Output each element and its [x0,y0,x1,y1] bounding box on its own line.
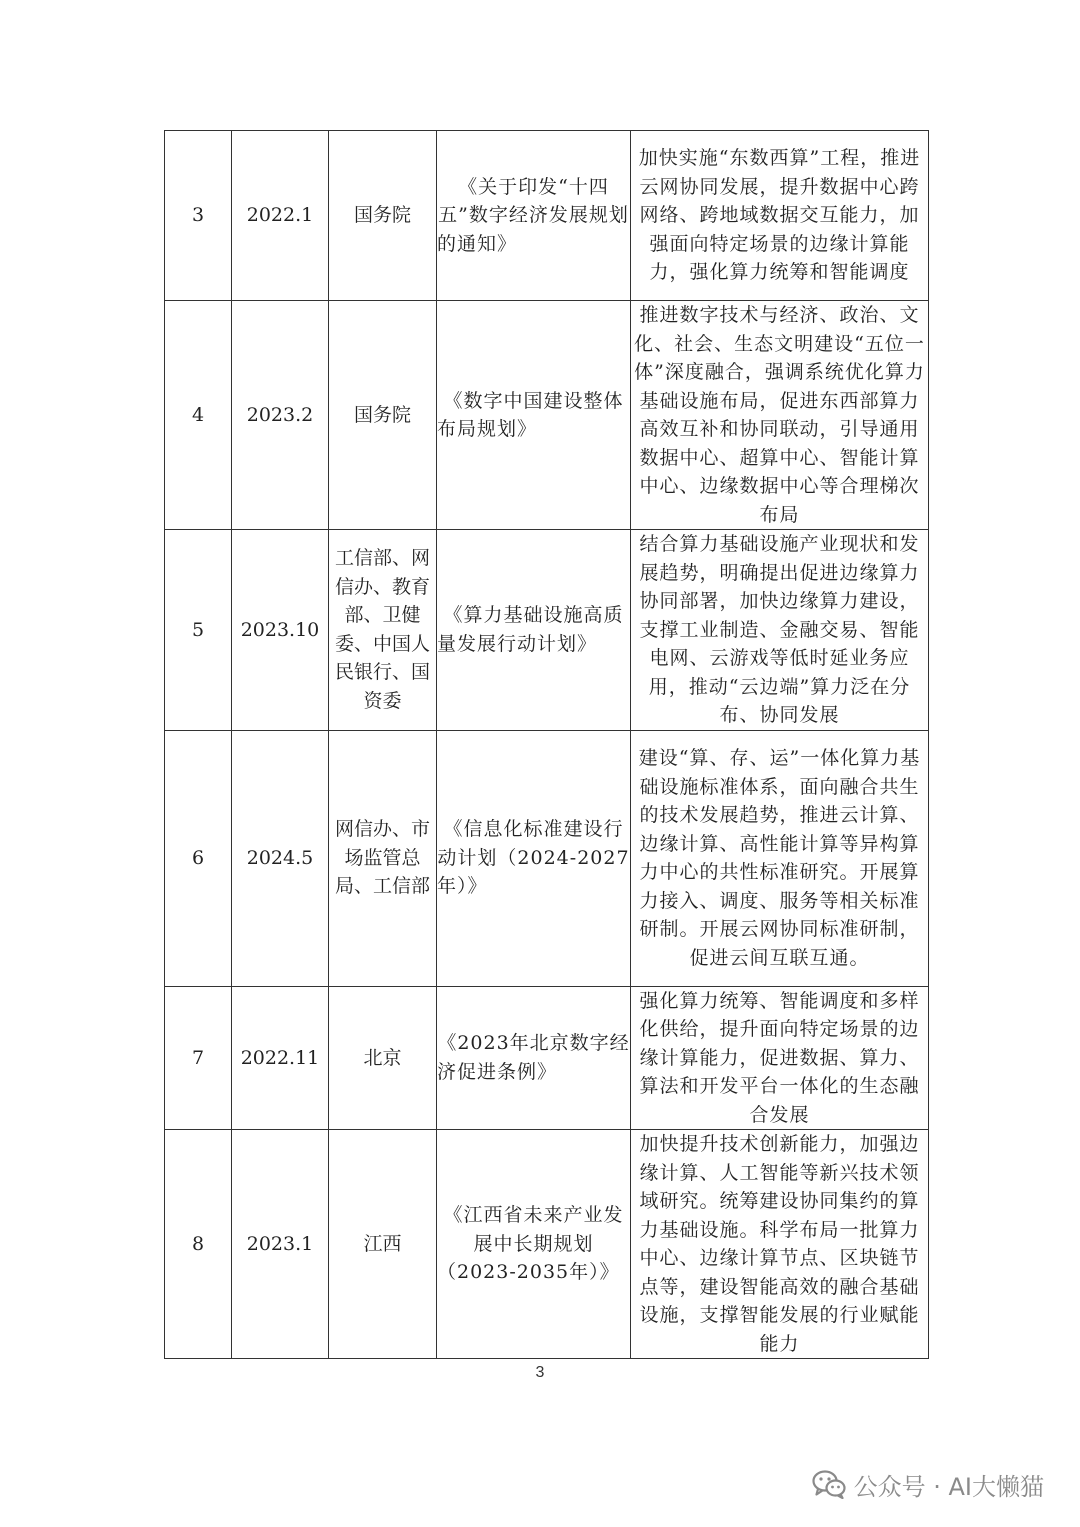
watermark-text: 公众号 · AI大懒猫 [853,1472,1044,1501]
table-row [165,1130,929,1359]
issuing-department: 江西 [329,1130,437,1359]
table-row [165,986,929,1130]
document-title: 《江西省未来产业发展中长期规划（2023-2035年）》 [437,1130,631,1359]
row-number: 8 [165,1130,232,1359]
issuing-department: 国务院 [329,131,437,301]
policy-content: 建设“算、存、运”一体化算力基础设施标准体系，面向融合共生的技术发展趋势，推进云计算、边缘计算、高性能计算等异构算力中心的共性标准研究。开展算力接入、调度、服务等相关标准研制。开展云网协同标准研制，促进云间互联互通。 [631,730,929,986]
row-number: 5 [165,530,232,731]
table-row [165,530,929,731]
issue-date: 2023.2 [232,301,329,530]
policy-content: 强化算力统筹、智能调度和多样化供给，提升面向特定场景的边缘计算能力，促进数据、算力、算法和开发平台一体化的生态融合发展 [631,986,929,1130]
watermark [812,1464,1044,1504]
row-number: 6 [165,730,232,986]
policy-table [164,130,929,1359]
row-number: 3 [165,131,232,301]
policy-content: 加快实施“东数西算”工程，推进云网协同发展，提升数据中心跨网络、跨地域数据交互能力，加强面向特定场景的边缘计算能力，强化算力统筹和智能调度 [631,131,929,301]
table-row [165,301,929,530]
issue-date: 2023.1 [232,1130,329,1359]
document-title: 《算力基础设施高质量发展行动计划》 [437,530,631,731]
issue-date: 2022.11 [232,986,329,1130]
issuing-department: 网信办、市场监管总局、工信部 [329,730,437,986]
issue-date: 2022.1 [232,131,329,301]
issue-date: 2024.5 [232,730,329,986]
policy-content: 推进数字技术与经济、政治、文化、社会、生态文明建设“五位一体”深度融合，强调系统优化算力基础设施布局，促进东西部算力高效互补和协同联动，引导通用数据中心、超算中心、智能计算中心、边缘数据中心等合理梯次布局 [631,301,929,530]
table-row [165,730,929,986]
issuing-department: 国务院 [329,301,437,530]
issuing-department: 工信部、网信办、教育部、卫健委、中国人民银行、国资委 [329,530,437,731]
wechat-icon [812,1469,846,1499]
document-title: 《2023年北京数字经济促进条例》 [437,986,631,1130]
policy-content: 结合算力基础设施产业现状和发展趋势，明确提出促进边缘算力协同部署，加快边缘算力建设，支撑工业制造、金融交易、智能电网、云游戏等低时延业务应用，推动“云边端”算力泛在分布、协同发展 [631,530,929,731]
issue-date: 2023.10 [232,530,329,731]
row-number: 7 [165,986,232,1130]
row-number: 4 [165,301,232,530]
page-number: 3 [535,1364,545,1381]
policy-content: 加快提升技术创新能力，加强边缘计算、人工智能等新兴技术领域研究。统筹建设协同集约的算力基础设施。科学布局一批算力中心、边缘计算节点、区块链节点等，建设智能高效的融合基础设施，支撑智能发展的行业赋能能力 [631,1130,929,1359]
document-title: 《关于印发“十四五”数字经济发展规划的通知》 [437,131,631,301]
document-title: 《数字中国建设整体布局规划》 [437,301,631,530]
issuing-department: 北京 [329,986,437,1130]
document-title: 《信息化标准建设行动计划（2024-2027年）》 [437,730,631,986]
table-row [165,131,929,301]
